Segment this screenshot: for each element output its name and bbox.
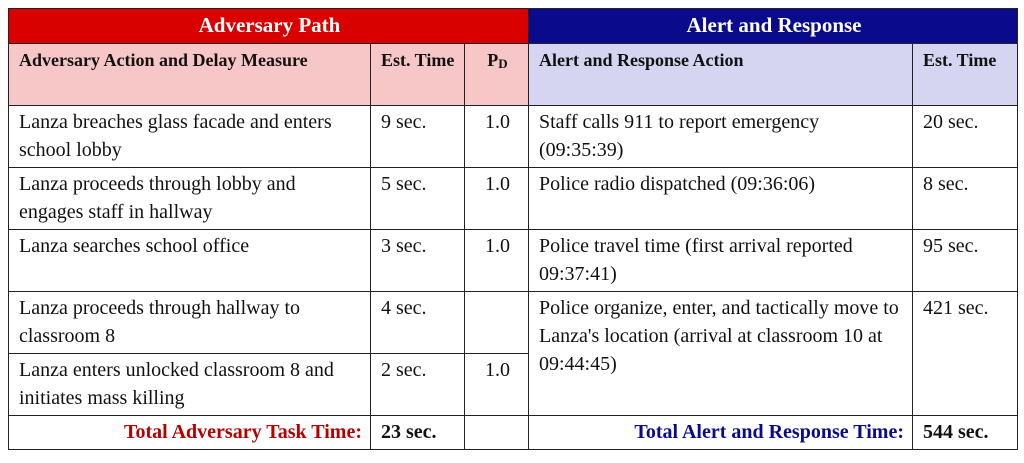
pd-column-header bbox=[465, 44, 529, 106]
response-action-cell: Staff calls 911 to report emergency (09:35:39) bbox=[529, 106, 913, 168]
adversary-time-cell: 5 sec. bbox=[371, 168, 465, 230]
response-total-label: Total Alert and Response Time: bbox=[529, 416, 913, 450]
response-time-column-header: Est. Time bbox=[913, 44, 1018, 106]
adversary-time-column-header: Est. Time bbox=[371, 44, 465, 106]
adversary-total-label: Total Adversary Task Time: bbox=[9, 416, 371, 450]
response-time-cell: 8 sec. bbox=[913, 168, 1018, 230]
table-row bbox=[9, 106, 1018, 168]
response-time-cell: 20 sec. bbox=[913, 106, 1018, 168]
adversary-time-cell: 2 sec. bbox=[371, 354, 465, 416]
adversary-action-cell: Lanza proceeds through lobby and engages staff in hallway bbox=[9, 168, 371, 230]
adversary-total-value: 23 sec. bbox=[371, 416, 465, 450]
alert-response-header: Alert and Response bbox=[529, 9, 1018, 44]
adversary-path-header: Adversary Path bbox=[9, 9, 529, 44]
response-time-cell: 421 sec. bbox=[913, 292, 1018, 416]
adversary-action-cell: Lanza proceeds through hallway to classroom 8 bbox=[9, 292, 371, 354]
pd-main-label: P bbox=[487, 50, 499, 70]
response-action-cell: Police travel time (first arrival reported 09:37:41) bbox=[529, 230, 913, 292]
adversary-action-cell: Lanza enters unlocked classroom 8 and initiates mass killing bbox=[9, 354, 371, 416]
adversary-action-cell: Lanza searches school office bbox=[9, 230, 371, 292]
table-row bbox=[9, 230, 1018, 292]
response-time-cell: 95 sec. bbox=[913, 230, 1018, 292]
section-header-row bbox=[9, 9, 1018, 44]
pd-cell bbox=[465, 292, 529, 354]
pd-cell: 1.0 bbox=[465, 354, 529, 416]
adversary-action-cell: Lanza breaches glass facade and enters school lobby bbox=[9, 106, 371, 168]
response-action-column-header: Alert and Response Action bbox=[529, 44, 913, 106]
pd-cell: 1.0 bbox=[465, 106, 529, 168]
timeline-table bbox=[8, 8, 1018, 450]
pd-cell: 1.0 bbox=[465, 168, 529, 230]
adversary-time-cell: 9 sec. bbox=[371, 106, 465, 168]
pd-subscript: D bbox=[498, 56, 508, 71]
pd-cell: 1.0 bbox=[465, 230, 529, 292]
adversary-action-column-header: Adversary Action and Delay Measure bbox=[9, 44, 371, 106]
adversary-time-cell: 4 sec. bbox=[371, 292, 465, 354]
column-header-row bbox=[9, 44, 1018, 106]
adversary-time-cell: 3 sec. bbox=[371, 230, 465, 292]
table-row bbox=[9, 168, 1018, 230]
response-total-value: 544 sec. bbox=[913, 416, 1018, 450]
pd-total-cell bbox=[465, 416, 529, 450]
table-row bbox=[9, 292, 1018, 354]
response-action-cell: Police organize, enter, and tactically move to Lanza's location (arrival at classroom 10 at 09:44:45) bbox=[529, 292, 913, 416]
totals-row bbox=[9, 416, 1018, 450]
response-action-cell: Police radio dispatched (09:36:06) bbox=[529, 168, 913, 230]
